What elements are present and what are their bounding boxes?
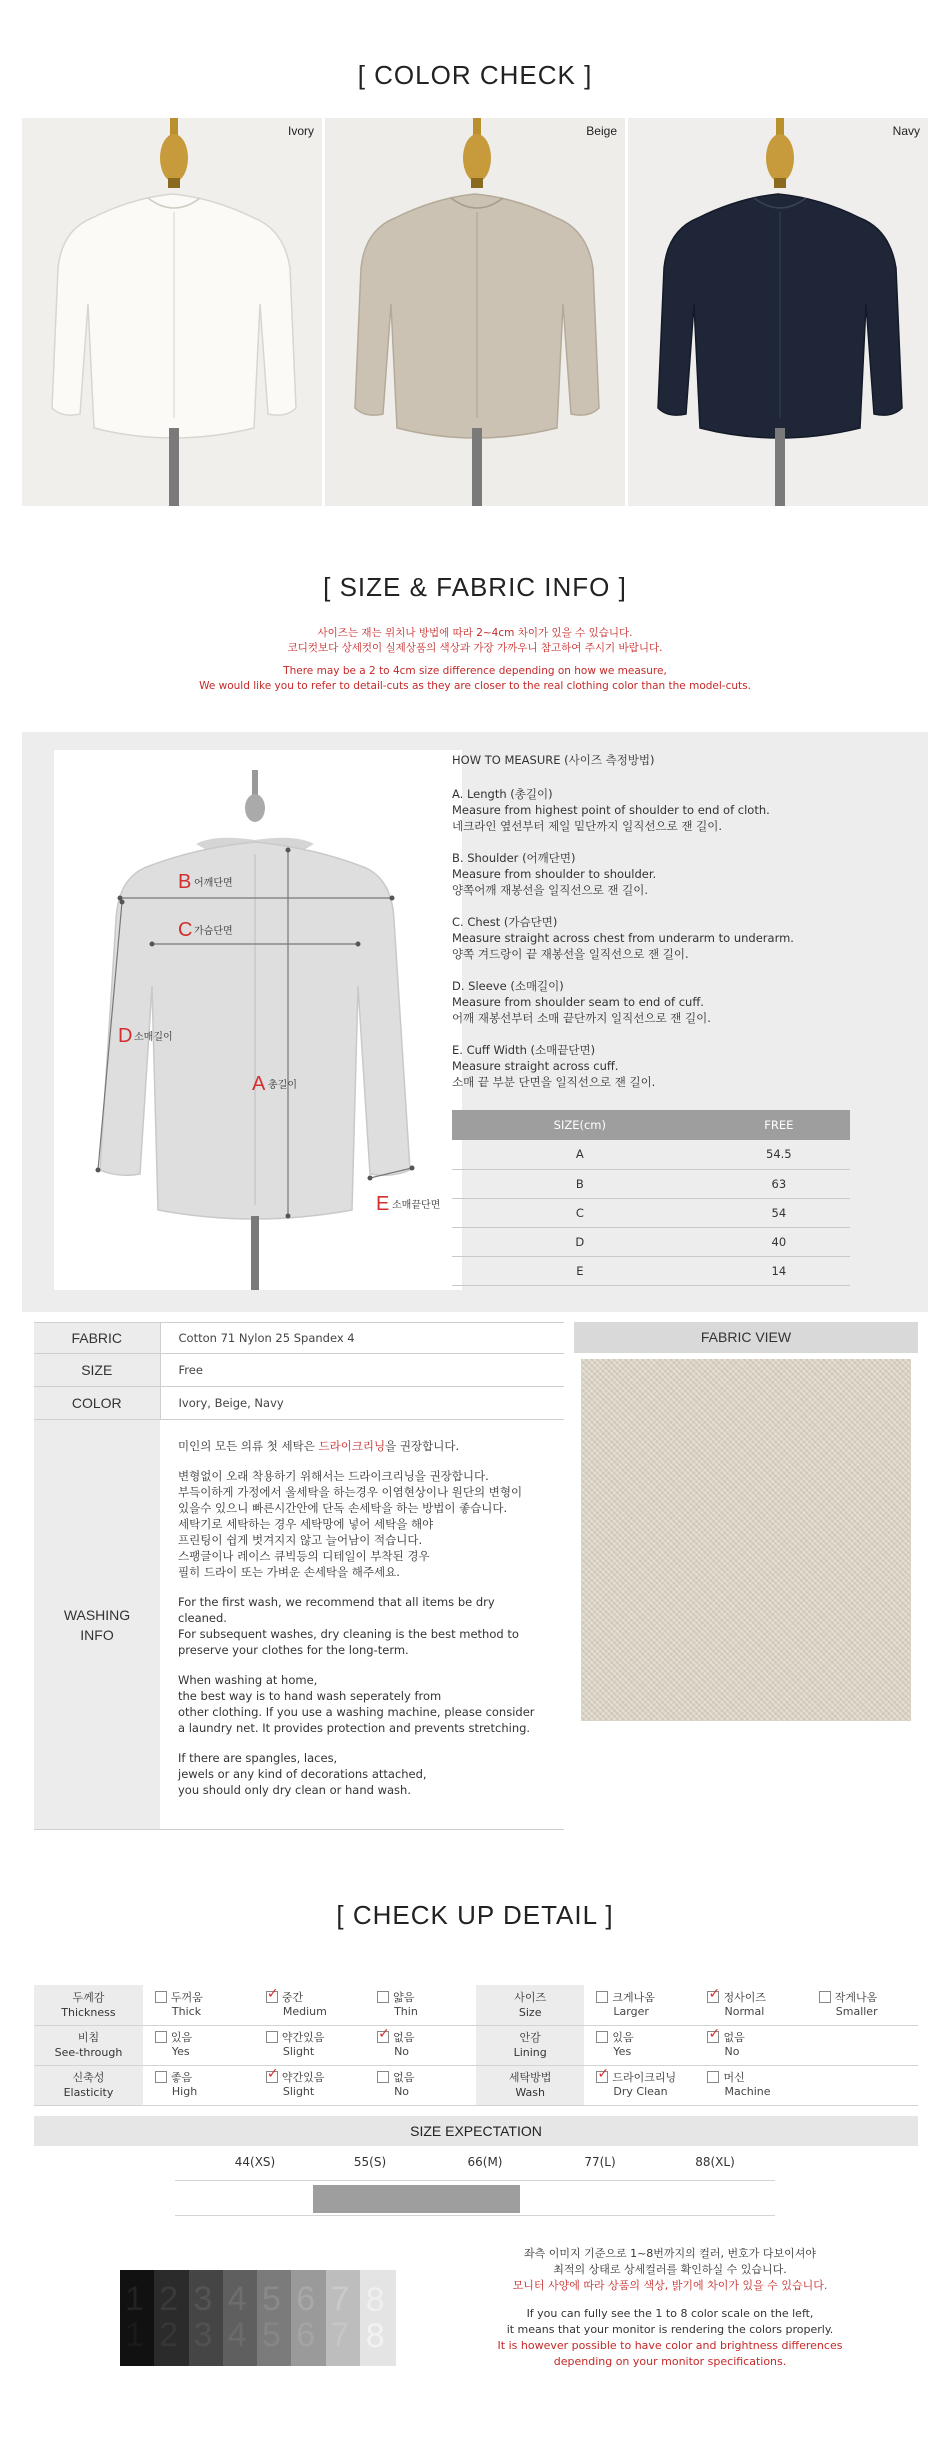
scale-swatch-8 [360,2270,396,2366]
option-ko: 작게나옴 [834,1990,878,2004]
diagram-text-a: 총길이 [268,1080,297,1091]
check-option-empty [807,2025,918,2065]
how-to-measure-heading: HOW TO MEASURE (사이즈 측정방법) [452,753,655,767]
check-option [254,2065,365,2105]
option-en: Larger [613,2004,649,2018]
measure-item-a [452,786,892,834]
measure-item-title: B. Shoulder (어깨단면) [452,851,576,865]
size-table-header: FREE [708,1110,850,1140]
check-category [476,2065,585,2105]
size-expectation-title: SIZE EXPECTATION [34,2116,918,2146]
fabric-label: FABRIC [34,1323,160,1354]
wash-ko [178,1468,546,1580]
size-row-label: C [452,1198,708,1227]
size-note-en-2: We would like you to refer to detail-cuts as they are closer to the real clothing color than the model-cuts. [199,680,751,692]
measure-diagram [54,750,462,1290]
check-category-en: Thickness [61,2005,116,2019]
checkbox-icon [596,1991,608,2003]
check-option [807,1985,918,2025]
check-category-en: Elasticity [63,2086,114,2099]
check-category-ko: 세탁방법 [508,2071,552,2084]
measure-item-title: A. Length (총길이) [452,787,553,801]
wash-intro-text: 미인의 모든 의류 첫 세탁은 [178,1438,319,1453]
scale-swatch-5 [257,2270,291,2366]
checkbox-checked-icon [377,2031,389,2043]
check-option [365,2025,476,2065]
diagram-text-e: 소매끝단면 [392,1200,441,1211]
washing-info-label-text: WASHING INFO [63,1606,131,1643]
size-exp-label: 88(XL) [695,2155,735,2169]
scale-number: 8 [365,2281,385,2319]
checkbox-checked-icon [596,2071,608,2083]
scale-swatch-7 [326,2270,360,2366]
check-category-en: Wash [515,2086,545,2099]
wash-line: 필히 드라이 또는 가벼운 손세탁을 해주세요. [178,1564,400,1579]
check-up-table [34,1985,918,2106]
measure-item-title: E. Cuff Width (소매끝단면) [452,1043,596,1057]
fabric-value: Cotton 71 Nylon 25 Spandex 4 [160,1323,564,1354]
color-photos [22,118,928,506]
option-ko: 있음 [612,2031,634,2044]
size-label: SIZE [34,1354,160,1387]
checkbox-icon [155,2031,167,2043]
color-label: COLOR [34,1387,160,1420]
option-ko: 없음 [393,2071,415,2084]
scale-note-warning: depending on your monitor specifications. [553,2355,787,2368]
option-en: Normal [724,2004,765,2018]
scale-number: 1 [125,2280,144,2318]
checkbox-checked-icon [266,2071,278,2083]
size-note-en-1: There may be a 2 to 4cm size difference depending on how we measure, [283,665,667,677]
option-en: No [394,2085,410,2098]
scale-swatch-2 [154,2270,188,2366]
wash-line: 변형없이 오래 착용하기 위해서는 드라이크리닝을 권장합니다. [178,1468,489,1483]
scale-number: 6 [296,2316,316,2354]
measure-item-e [452,1042,892,1090]
measure-item-d [452,978,892,1026]
option-ko: 얇음 [393,1990,415,2004]
wash-line: 스팽글이나 레이스 큐빅등의 디테일이 부착된 경우 [178,1548,430,1563]
check-category-ko: 두께감 [72,1990,105,2004]
scale-number: 5 [262,2280,281,2318]
check-category-ko: 비침 [77,2031,100,2044]
size-expectation-range [313,2185,520,2213]
option-ko: 머신 [723,2071,745,2084]
color-label-navy: Navy [892,124,920,138]
wash-intro-text: 을 권장합니다. [385,1438,460,1453]
measure-box [22,732,928,1312]
option-ko: 있음 [170,2031,193,2044]
check-up-title: [ CHECK UP DETAIL ] [336,1900,614,1930]
measure-item-ko: 양쪽어깨 재봉선을 일직선으로 잰 길이. [452,883,649,897]
table-row [452,1198,850,1227]
checkbox-icon [707,2071,719,2083]
check-option [254,1985,365,2025]
wash-line: 세탁기로 세탁하는 경우 세탁망에 넣어 세탁을 해야 [178,1516,434,1531]
check-category [34,2065,143,2105]
option-ko: 없음 [723,2031,745,2044]
diagram-letter-a: A [252,1073,266,1095]
check-row-2 [34,2025,918,2065]
size-expectation-labels [170,2155,790,2175]
scale-number: 7 [330,2316,350,2354]
size-row-value: 40 [708,1227,850,1256]
check-category-ko: 사이즈 [514,1990,547,2004]
scale-number: 3 [193,2316,213,2354]
color-label-beige: Beige [586,124,617,138]
check-option [584,1985,695,2025]
wash-en-3 [178,1750,546,1798]
wash-line: you should only dry clean or hand wash. [178,1782,411,1797]
scale-swatch-3 [189,2270,223,2366]
check-category [476,1985,585,2025]
option-ko: 정사이즈 [723,1990,766,2004]
wash-line: the best way is to hand wash seperately from [178,1688,442,1703]
jacket-illustration-ivory [22,118,322,506]
scale-number: 4 [227,2280,247,2318]
scale-note-line: it means that your monitor is rendering the colors properly. [506,2323,834,2336]
option-ko: 약간있음 [281,2031,325,2044]
photo-navy [628,118,928,506]
scale-number: 2 [159,2280,179,2318]
checkbox-icon [596,2031,608,2043]
diagram-letter-d: D [118,1025,133,1047]
check-option [365,2065,476,2105]
monitor-color-scale [120,2270,396,2366]
fabric-table [34,1322,564,1830]
check-option-empty [807,2065,918,2105]
option-en: Yes [613,2045,632,2058]
check-category-en: See-through [54,2046,123,2059]
check-option [584,2025,695,2065]
check-category-en: Lining [513,2046,547,2059]
diagram-letter-b: B [178,871,192,893]
fabric-view-image [581,1359,911,1721]
diagram-letter-e: E [376,1193,390,1215]
check-option [695,1985,806,2025]
size-note-ko-2: 코디컷보다 상세컷이 실제상품의 색상과 가장 가까우니 참고하여 주시기 바랍니다. [287,642,663,654]
wash-line: jewels or any kind of decorations attached, [178,1766,427,1781]
option-ko: 중간 [281,1990,304,2004]
photo-beige [325,118,625,506]
checkbox-icon [377,2071,389,2083]
wash-line: For the first wash, we recommend that all items be dry cleaned. [178,1594,495,1625]
option-en: High [171,2085,198,2098]
scale-note-warning: It is however possible to have color and brightness differences [497,2339,843,2352]
checkbox-icon [266,2031,278,2043]
scale-number: 1 [125,2316,144,2354]
check-option [695,2025,806,2065]
scale-swatch-1 [120,2270,154,2366]
table-row [452,1169,850,1198]
option-ko: 약간있음 [281,2071,325,2084]
color-check-title: [ COLOR CHECK ] [357,60,593,90]
check-option [695,2065,806,2105]
size-row-label: D [452,1227,708,1256]
option-en: Thin [394,2004,418,2018]
diagram-letter-c: C [178,919,193,941]
checkbox-checked-icon [707,2031,719,2043]
size-exp-label: 44(XS) [234,2155,276,2169]
scale-number: 3 [193,2280,213,2318]
scale-number: 2 [159,2316,179,2354]
measure-item-ko: 양쪽 겨드랑이 끝 재봉선을 일직선으로 잰 길이. [452,947,689,961]
checkbox-icon [155,2071,167,2083]
size-fabric-title: [ SIZE & FABRIC INFO ] [323,572,627,602]
option-en: Medium [282,2004,327,2018]
wash-line: 있을수 있으니 빠른시간안에 단독 손세탁을 하는 방법이 좋습니다. [178,1500,508,1515]
size-row-value: 54.5 [708,1140,850,1169]
scale-note-line: If you can fully see the 1 to 8 color scale on the left, [526,2307,814,2320]
check-option [254,2025,365,2065]
size-exp-label: 55(S) [353,2155,387,2169]
check-option [365,1985,476,2025]
measure-item-en: Measure straight across cuff. [452,1059,619,1073]
measure-jacket-illustration [54,750,462,1290]
how-to-measure [452,752,892,1106]
option-en: No [394,2045,410,2058]
measure-item-en: Measure from shoulder to shoulder. [452,867,657,881]
jacket-illustration-beige [325,118,625,506]
scale-number: 8 [365,2317,385,2355]
wash-en-1 [178,1594,546,1658]
size-row-value: 14 [708,1256,850,1285]
option-ko: 좋음 [170,2071,193,2084]
option-ko: 없음 [393,2031,415,2044]
measure-item-en: Measure straight across chest from underarm to underarm. [452,931,794,945]
wash-line: 프린팅이 쉽게 벗겨지지 않고 늘어남이 적습니다. [178,1532,423,1547]
washing-info-label [34,1420,160,1830]
measure-item-title: D. Sleeve (소매길이) [452,979,564,993]
wash-line: For subsequent washes, dry cleaning is the best method to [178,1626,519,1641]
fabric-view-title: FABRIC VIEW [574,1322,918,1353]
wash-intro-highlight: 드라이크리닝 [318,1438,386,1453]
option-en: Thick [171,2004,202,2018]
option-en: Machine [724,2085,771,2098]
check-row-3 [34,2065,918,2105]
washing-info [160,1420,564,1830]
size-row-label: B [452,1169,708,1198]
wash-line: preserve your clothes for the long-term. [178,1642,409,1657]
check-category [34,1985,143,2025]
jacket-illustration-navy [628,118,928,506]
scale-note-warning: 모니터 사양에 따라 상품의 색상, 밝기에 차이가 있을 수 있습니다. [512,2279,828,2292]
scale-swatch-4 [223,2270,257,2366]
option-en: Slight [282,2045,315,2058]
size-row-value: 63 [708,1169,850,1198]
option-ko: 두꺼움 [170,1990,203,2004]
fabric-info [34,1322,918,1834]
table-row [452,1256,850,1285]
checkbox-icon [819,1991,831,2003]
size-exp-label: 77(L) [584,2155,616,2169]
wash-en-2 [178,1672,546,1736]
check-category-ko: 안감 [519,2031,541,2044]
option-en: Slight [282,2085,315,2098]
measure-item-ko: 소매 끝 부분 단면을 일직선으로 잰 길이. [452,1075,656,1089]
size-row-label: E [452,1256,708,1285]
scale-number: 7 [330,2280,350,2318]
table-row [452,1140,850,1169]
option-en: Dry Clean [613,2085,668,2098]
checkbox-checked-icon [266,1991,278,2003]
scale-number: 6 [296,2280,316,2318]
check-option [584,2065,695,2105]
wash-line: When washing at home, [178,1672,318,1687]
option-ko: 드라이크리닝 [612,2071,677,2084]
size-exp-label: 66(M) [467,2155,503,2169]
diagram-text-b: 어깨단면 [194,878,233,889]
option-en: Yes [171,2045,190,2058]
check-row-1 [34,1985,918,2025]
measure-item-ko: 네크라인 옆선부터 제일 밑단까지 일직선으로 잰 길이. [452,819,722,833]
measure-item-en: Measure from shoulder seam to end of cuff. [452,995,704,1009]
measure-item-ko: 어깨 재봉선부터 소매 끝단까지 일직선으로 잰 길이. [452,1011,711,1025]
wash-line: If there are spangles, laces, [178,1750,338,1765]
option-ko: 크게나옴 [612,1990,655,2004]
color-scale-note [440,2246,900,2370]
measure-item-b [452,850,892,898]
checkbox-icon [377,1991,389,2003]
diagram-text-c: 가슴단면 [194,926,233,937]
size-note-ko-1: 사이즈는 재는 위치나 방법에 따라 2~4cm 차이가 있을 수 있습니다. [317,627,633,639]
wash-line: a laundry net. It provides protection and prevents stretching. [178,1720,531,1735]
color-value: Ivory, Beige, Navy [160,1387,564,1420]
option-en: Smaller [835,2004,878,2018]
scale-swatch-6 [291,2270,325,2366]
check-category-ko: 신축성 [72,2071,105,2084]
check-category-en: Size [518,2005,542,2019]
check-option [143,2065,254,2105]
measure-item-c [452,914,892,962]
diagram-text-d: 소매길이 [134,1032,173,1043]
wash-line: 부득이하게 가정에서 울세탁을 하는경우 이염현상이나 원단의 변형이 [178,1484,523,1499]
table-row [452,1227,850,1256]
measure-item-en: Measure from highest point of shoulder to end of cloth. [452,803,770,817]
size-table-header: SIZE(cm) [452,1110,708,1140]
size-value: Free [160,1354,564,1387]
wash-intro [178,1438,546,1454]
size-table [452,1110,850,1286]
size-row-value: 54 [708,1198,850,1227]
check-category [476,2025,585,2065]
color-label-ivory: Ivory [287,124,314,138]
check-option [143,2025,254,2065]
scale-number: 5 [262,2316,281,2354]
check-option [143,1985,254,2025]
scale-number: 4 [227,2316,247,2354]
wash-line: other clothing. If you use a washing machine, please consider [178,1704,535,1719]
checkbox-icon [155,1991,167,2003]
size-expectation-bar [175,2180,775,2216]
photo-ivory [22,118,322,506]
checkbox-checked-icon [707,1991,719,2003]
check-category [34,2025,143,2065]
scale-note-line: 최적의 상태로 상세컬러를 확인하실 수 있습니다. [553,2263,787,2276]
size-row-label: A [452,1140,708,1169]
option-en: No [724,2045,740,2058]
scale-note-line: 좌측 이미지 기준으로 1~8번까지의 컬러, 번호가 다보이셔야 [523,2247,817,2260]
measure-item-title: C. Chest (가슴단면) [452,915,558,929]
